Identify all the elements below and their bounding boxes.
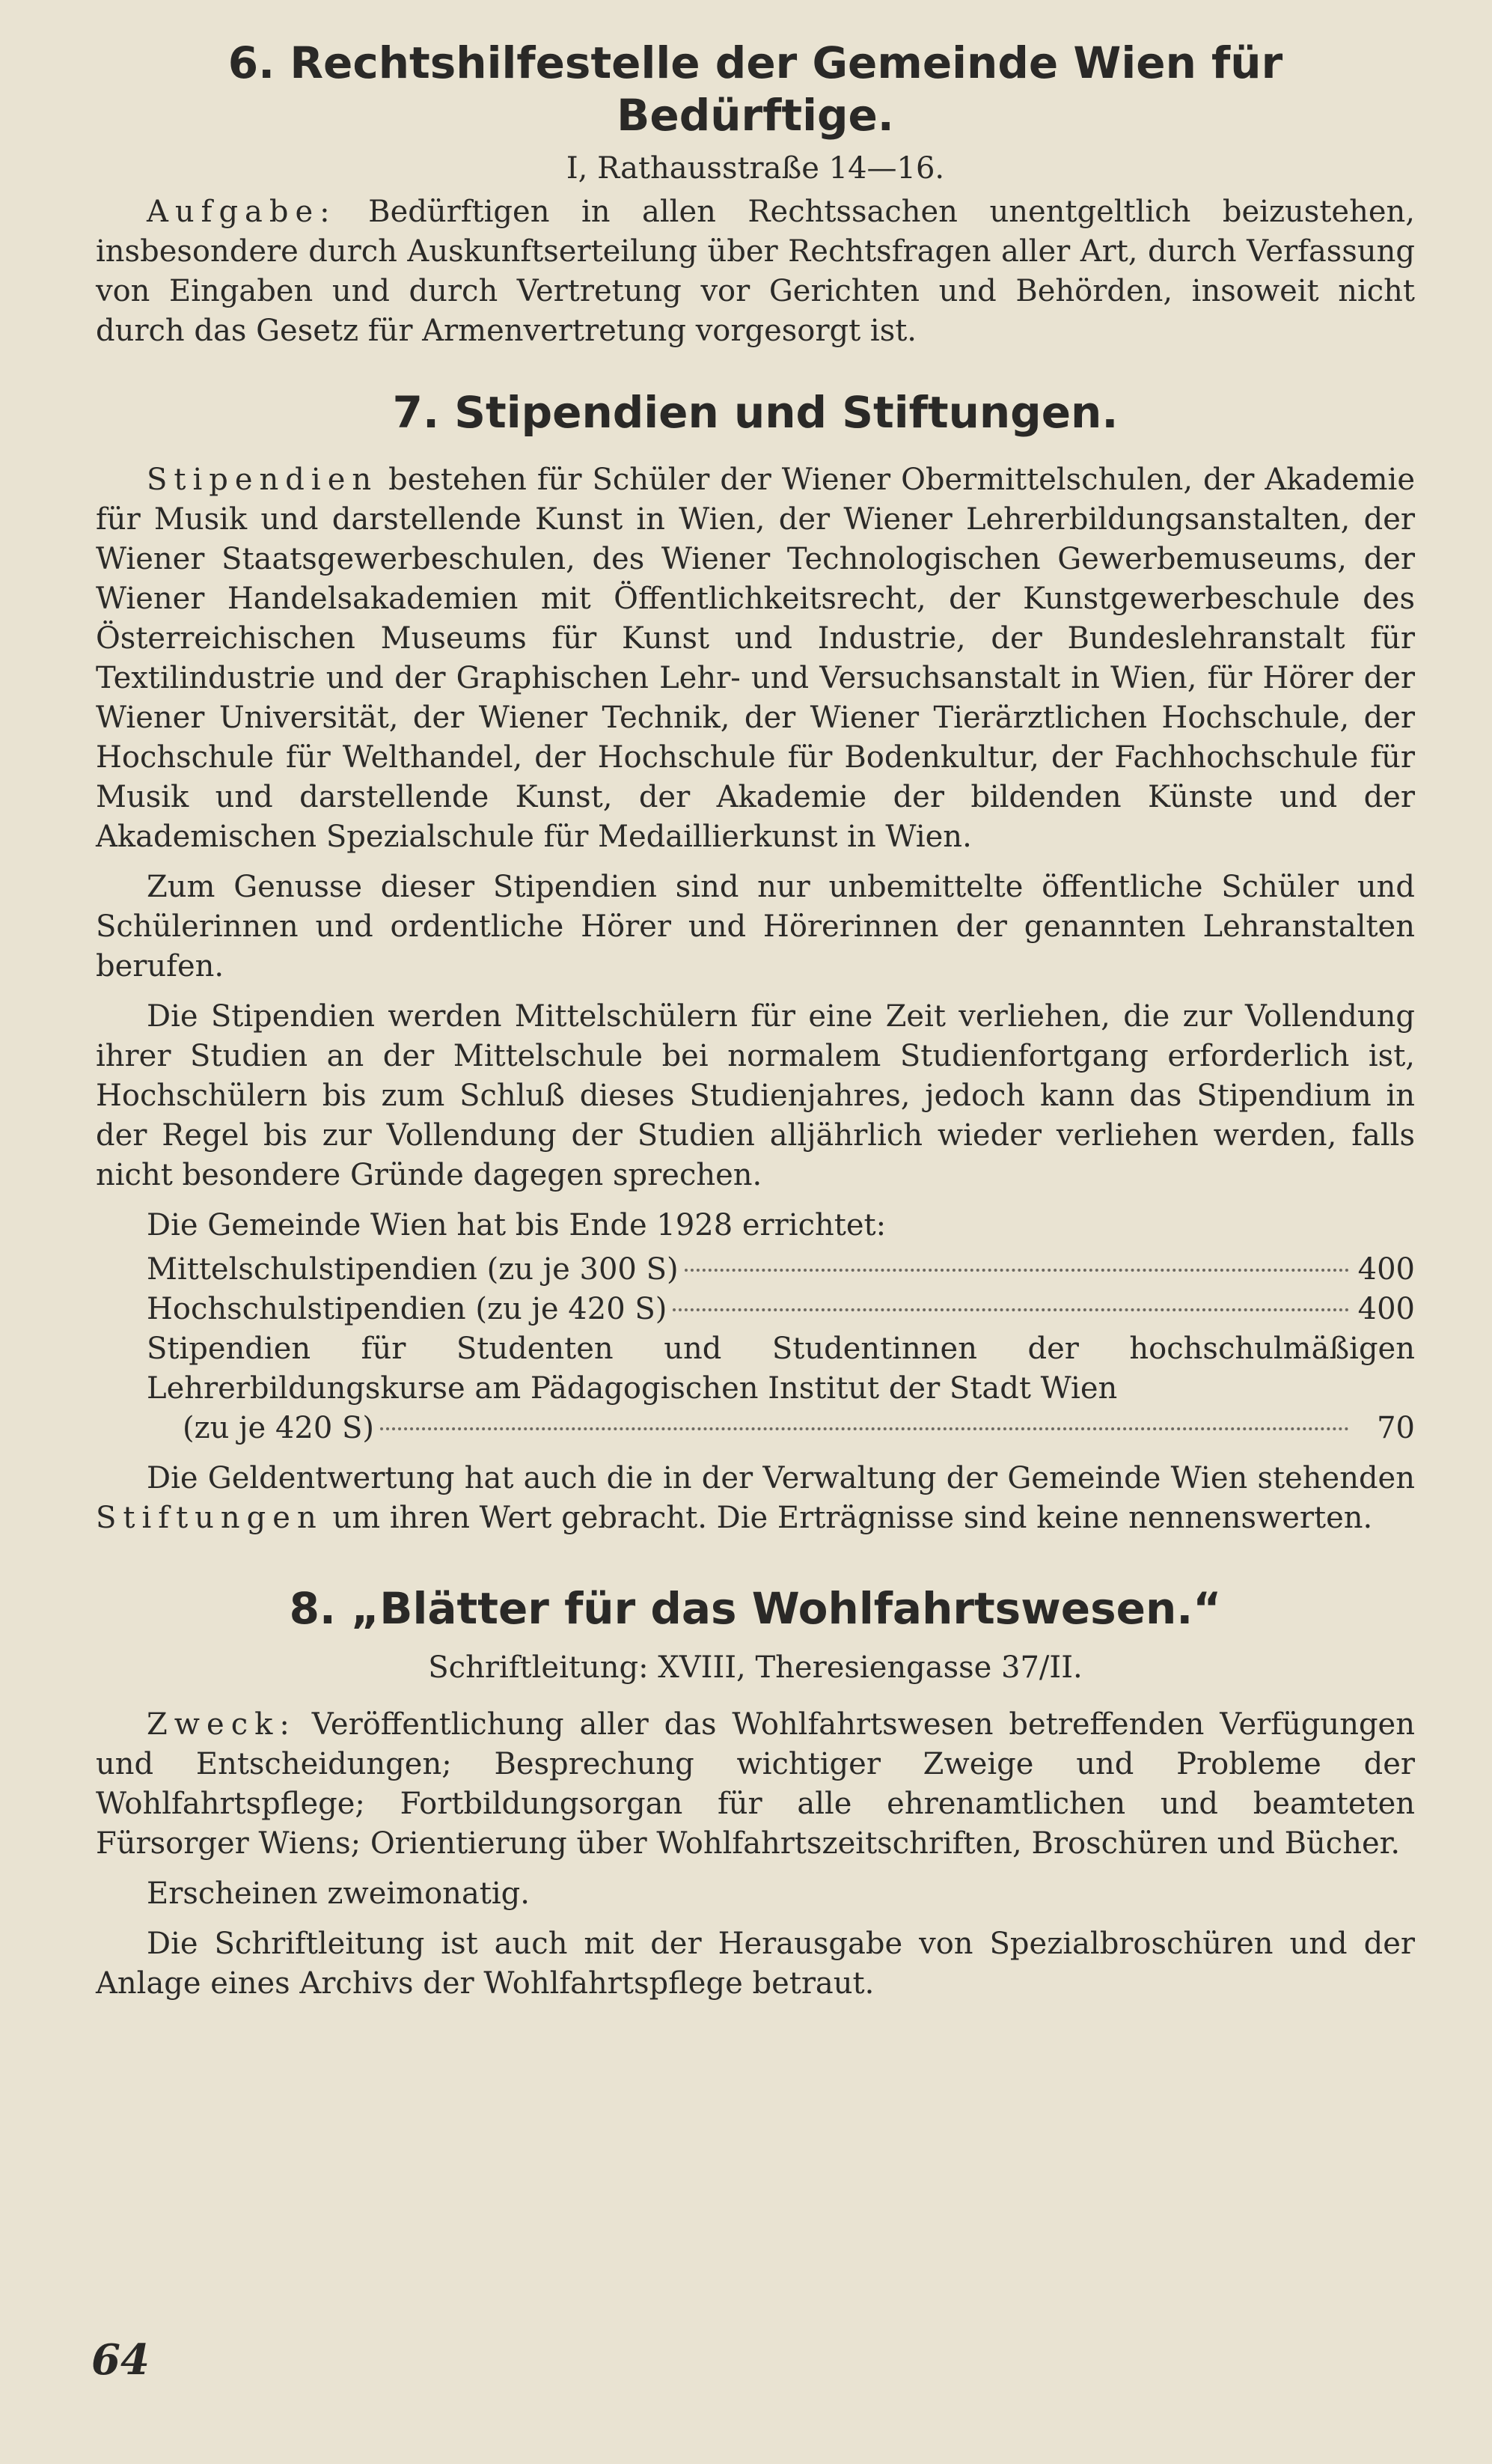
stipend-item-label: Hochschulstipendien (zu je 420 S): [147, 1291, 667, 1326]
section-8-paragraph-3: Die Schriftleitung ist auch mit der Herausgabe von Spezialbroschüren und der Anlage eines Archivs der Wohlfahrtspflege betraut.: [96, 1927, 1415, 2001]
page-content: [96, 37, 1415, 2014]
section-7-lead: Stipendien: [147, 462, 379, 497]
section-8-paragraph-2: Erscheinen zweimonatig.: [147, 1876, 530, 1912]
stipend-item-3-text: Stipendien für Studenten und Studentinnen der hochschulmäßigen Lehrerbildungskurse am Pädagogischen Institut der Stadt Wien: [147, 1331, 1415, 1406]
stipend-item-value: 400: [1357, 1251, 1415, 1287]
stipend-list-intro: Die Gemeinde Wien hat bis Ende 1928 errichtet:: [147, 1207, 887, 1242]
stipend-item: [96, 1409, 1415, 1448]
section-7-paragraph-3: Die Stipendien werden Mittelschülern für eine Zeit verliehen, die zur Vollendung ihrer Studien an der Mittelschule bei normalem Studienfortgang erforderlich ist, Hochschülern bis zum Schluß dieses Studienjahres, jedoch kann das Stipendium in der Regel bis zur Vollendung der Studien alljährlich wieder verliehen werden, falls nicht besondere Gründe dagegen sprechen.: [96, 998, 1415, 1192]
section-6-heading: 6. Rechtshilfestelle der Gemeinde Wien für Bedürftige.: [227, 37, 1283, 141]
stipend-item-value: 70: [1377, 1410, 1415, 1445]
section-8-paragraph-1: [96, 1705, 1415, 1864]
stipend-item-value: 400: [1357, 1291, 1415, 1326]
section-8-lead: Zweck:: [147, 1707, 296, 1742]
stipend-item: [96, 1290, 1415, 1329]
section-7-paragraph-2: Zum Genusse dieser Stipendien sind nur unbemittelte öffentliche Schüler und Schülerinnen und ordentliche Hörer und Hörerinnen der genannten Lehranstalten berufen.: [96, 869, 1415, 984]
stipend-item: [96, 1250, 1415, 1290]
section-7-p4-post: um ihren Wert gebracht. Die Erträgnisse sind keine nennenswerten.: [322, 1500, 1373, 1535]
section-7-p1-text: bestehen für Schüler der Wiener Obermittelschulen, der Akademie für Musik und darstellende Kunst in Wien, der Wiener Lehrerbildungsanstalten, der Wiener Staatsgewerbeschulen, des Wiener Technologischen Gewerbemuseums, der Wiener Handelsakademien mit Öffentlichkeitsrecht, der Kunstgewerbeschule des Österreichischen Museums für Kunst und Industrie, der Bundeslehranstalt für Textilindustrie und der Graphischen Lehr- und Versuchsanstalt in Wien, für Hörer der Wiener Universität, der Wiener Technik, der Wiener Tierärztlichen Hochschule, der Hochschule für Welthandel, der Hochschule für Bodenkultur, der Fachhochschule für Musik und darstellende Kunst, der Akademie der bildenden Künste und der Akademischen Spezialschule für Medaillierkunst in Wien.: [96, 462, 1415, 854]
section-6-address: I, Rathausstraße 14—16.: [566, 151, 945, 186]
section-7-paragraph-4: [96, 1459, 1415, 1538]
section-7-paragraph-1: [96, 460, 1415, 857]
section-8-text: Veröffentlichung aller das Wohlfahrtswesen betreffenden Verfügungen und Entscheidungen; Besprechung wichtiger Zweige und Probleme der Wohlfahrtspflege; Fortbildungsorgan für alle ehrenamtlichen und beamteten Fürsorger Wiens; Orientierung über Wohlfahrtszeitschriften, Broschüren und Bücher.: [96, 1707, 1415, 1861]
section-8-heading: 8. „Blätter für das Wohlfahrtswesen.“: [289, 1582, 1222, 1634]
section-7-p4-pre: Die Geldentwertung hat auch die in der Verwaltung der Gemeinde Wien stehenden: [147, 1460, 1415, 1495]
dot-leader: [685, 1269, 1349, 1272]
section-8-address: Schriftleitung: XVIII, Theresiengasse 37/II.: [428, 1650, 1083, 1686]
section-7-p4-spaced: Stiftungen: [96, 1500, 323, 1535]
dot-leader: [673, 1308, 1349, 1311]
dot-leader: [380, 1427, 1349, 1430]
section-7-heading: 7. Stipendien und Stiftungen.: [392, 387, 1119, 439]
page-number: 64: [91, 2335, 150, 2385]
section-6-paragraph: [96, 192, 1415, 351]
section-6-text: Bedürftigen in allen Rechtssachen unentgeltlich beizustehen, insbesondere durch Auskunftserteilung über Rechtsfragen aller Art, durch Verfassung von Eingaben und durch Vertretung vor Gerichten und Behörden, insoweit nicht durch das Gesetz für Armenvertretung vorgesorgt ist.: [96, 195, 1415, 349]
stipend-item-label: (zu je 420 S): [183, 1410, 375, 1445]
stipend-item-label: Mittelschulstipendien (zu je 300 S): [147, 1251, 679, 1287]
section-6-lead: Aufgabe:: [147, 195, 337, 230]
